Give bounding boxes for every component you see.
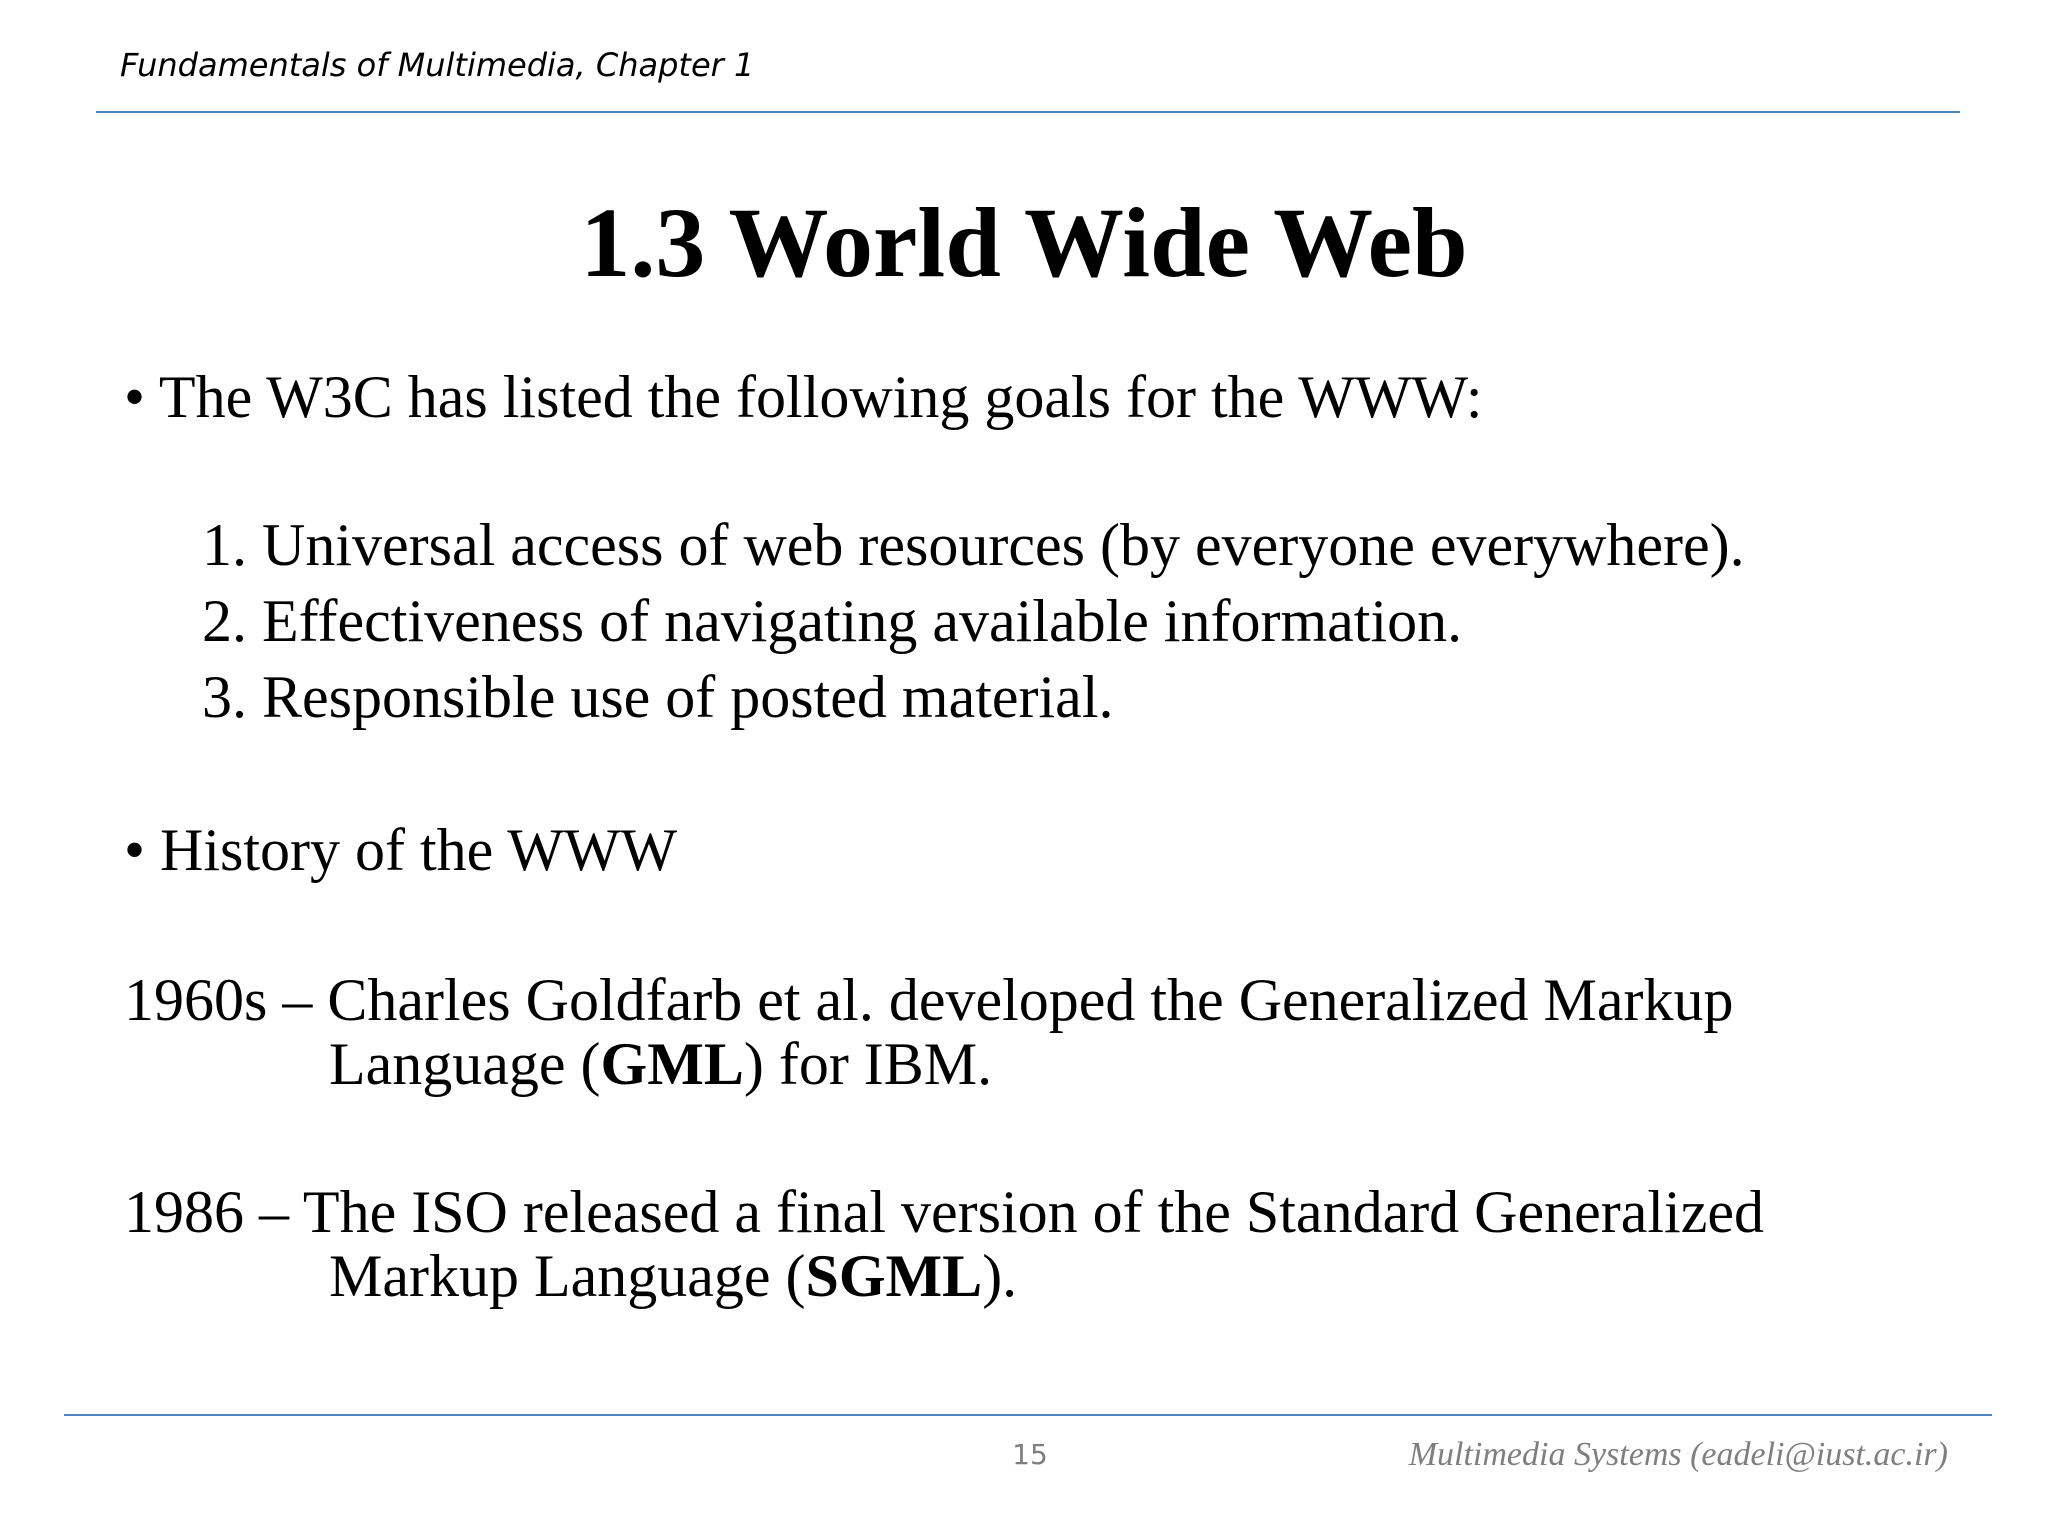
history-entry-1986-post: ).: [982, 1243, 1018, 1309]
history-entry-1986-line2: [124, 1244, 1764, 1308]
footer-divider: [64, 1414, 1992, 1416]
footer-course-info: Multimedia Systems (eadeli@iust.ac.ir): [1408, 1436, 1948, 1473]
history-entry-1960s-pre: Language (: [329, 1031, 601, 1097]
goal-item-2: 2. Effectiveness of navigating available information.: [202, 588, 1463, 654]
goal-item-3: 3. Responsible use of posted material.: [202, 664, 1114, 730]
history-entry-1960s: [124, 968, 1733, 1096]
history-entry-1960s-line1: 1960s – Charles Goldfarb et al. developed the Generalized Markup: [124, 967, 1734, 1033]
header-divider: [96, 111, 1960, 113]
history-entry-1960s-line2: [124, 1032, 1733, 1096]
history-entry-1960s-acronym: GML: [600, 1031, 744, 1097]
slide-title: 1.3 World Wide Web: [580, 187, 1468, 298]
goal-item-1: 1. Universal access of web resources (by everyone everywhere).: [202, 512, 1745, 578]
header-chapter-title: Fundamentals of Multimedia, Chapter 1: [120, 46, 755, 84]
history-entry-1986-pre: Markup Language (: [329, 1243, 806, 1309]
history-entry-1986-acronym: SGML: [805, 1243, 983, 1309]
history-entry-1960s-post: ) for IBM.: [743, 1031, 993, 1097]
page-number: 15: [1012, 1438, 1048, 1471]
history-entry-1986: [124, 1180, 1764, 1308]
bullet-history: • History of the WWW: [124, 817, 678, 883]
history-entry-1986-line1: 1986 – The ISO released a final version of the Standard Generalized: [124, 1179, 1764, 1245]
bullet-w3c-goals: • The W3C has listed the following goals for the WWW:: [124, 364, 1483, 430]
